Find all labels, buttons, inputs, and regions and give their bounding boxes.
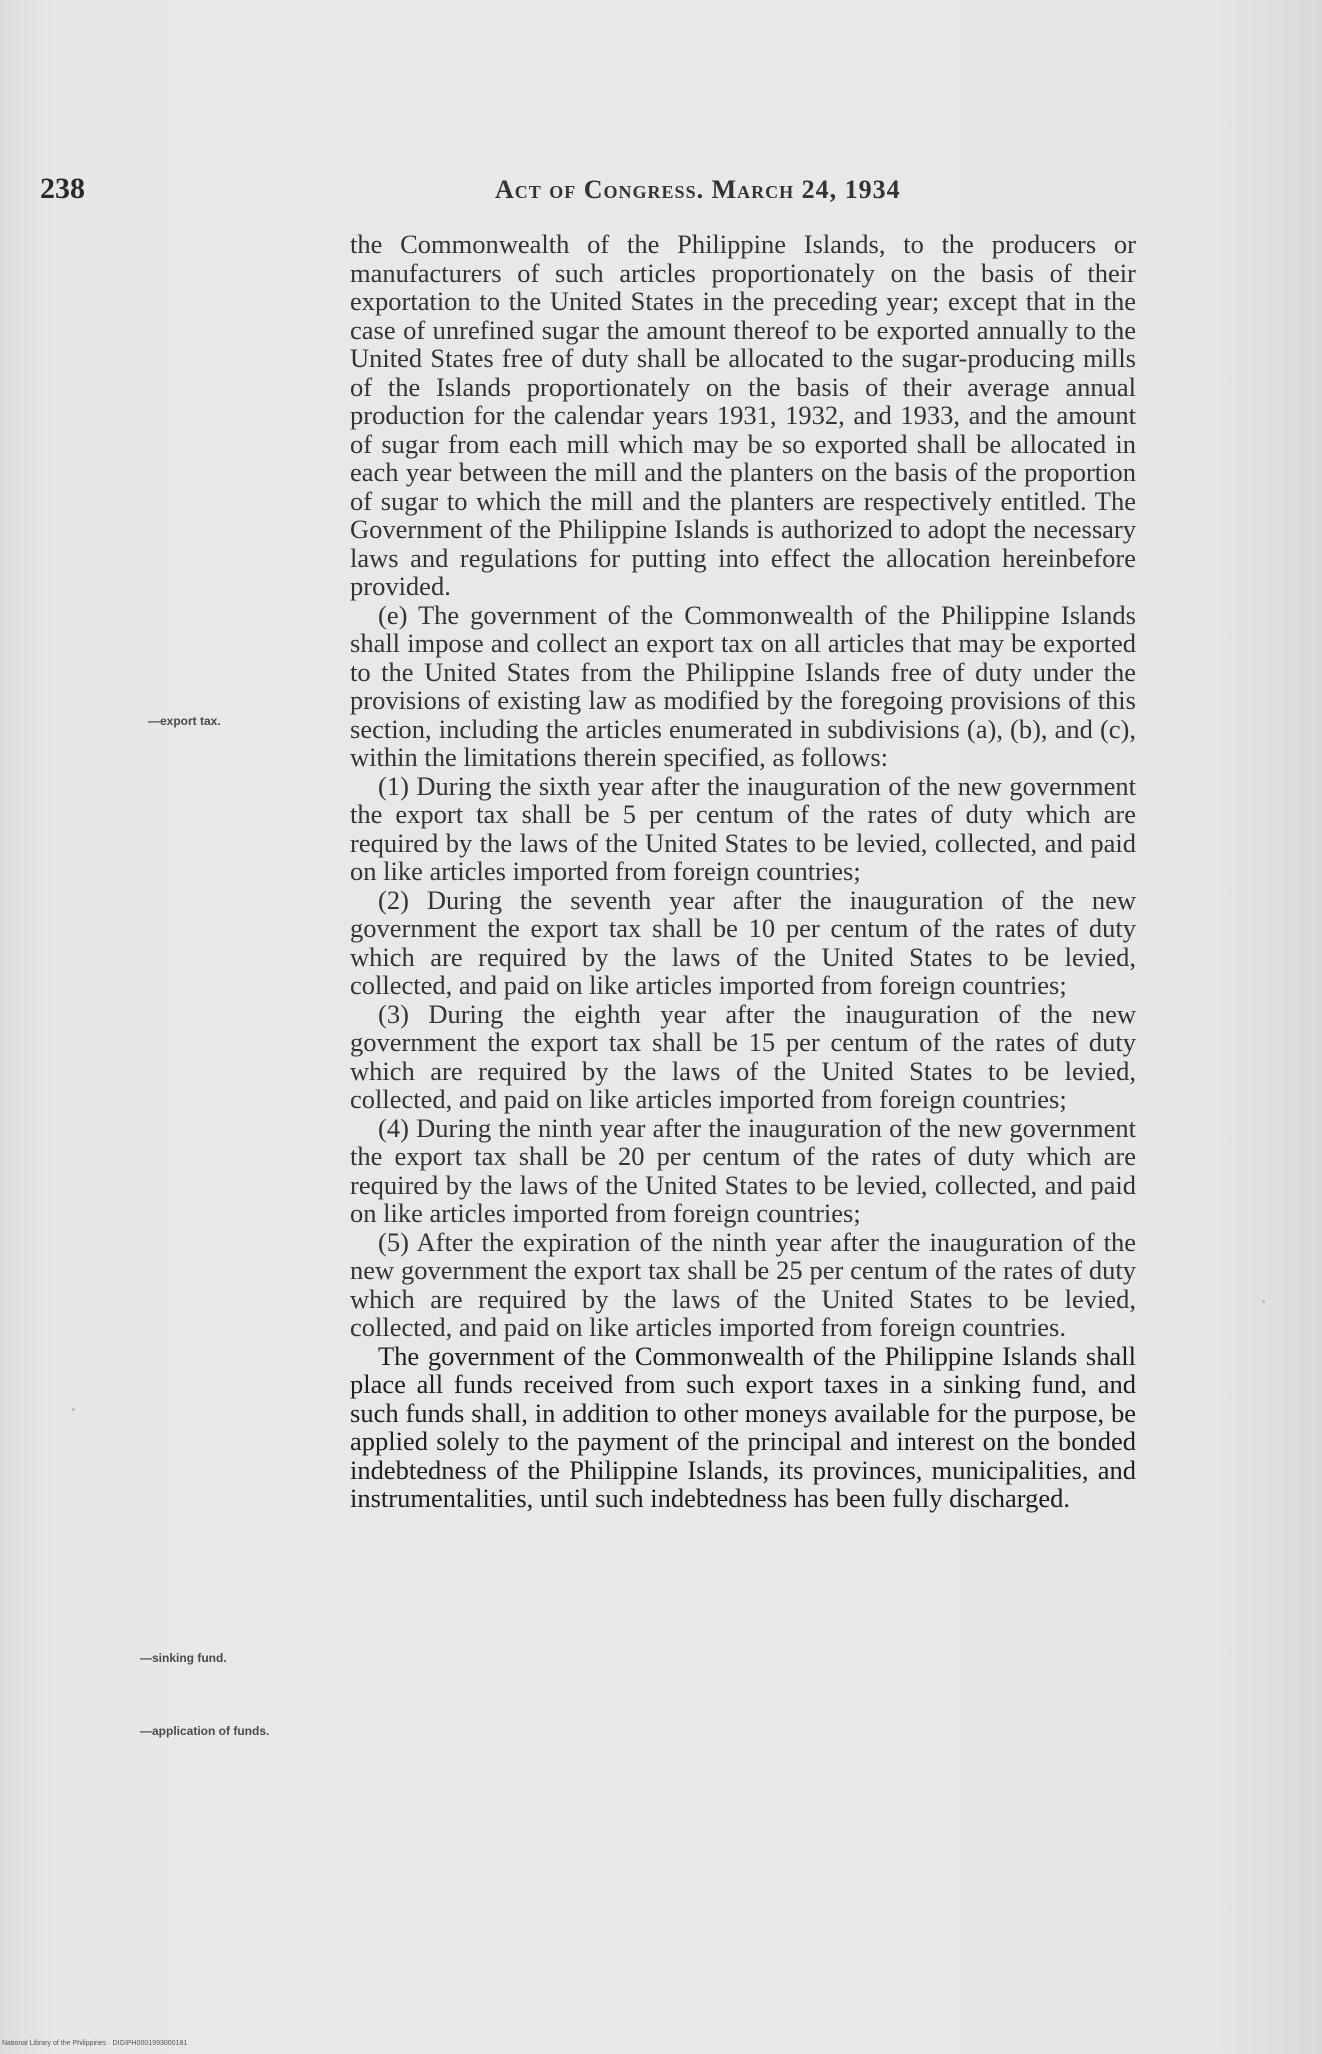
paragraph-item-5: (5) After the expiration of the ninth year after the inauguration of the new government the export tax shall be 25 per centum of the rates of duty which are required by the laws of the United States to be levied, collected, and paid on like articles imported from foreign countries. [350,1226,1136,1342]
page-header [0,172,1322,212]
page-number: 238 [40,172,85,205]
paragraph-sinking-fund: The government of the Commonwealth of the Philippine Islands shall place all funds received from such export taxes in a sinking fund, and such funds shall, in addition to other moneys available for the purpose, be applied solely to the payment of the principal and interest on the bonded indebtedness of the Philippine Islands, its provinces, municipalities, and instrumentalities, until such indebtedness has been fully discharged. [350,1340,1136,1513]
paragraph-export-tax: (e) The government of the Commonwealth of the Philippine Islands shall impose and collect an export tax on all articles that may be exported to the United States from the Philippine Islands free of duty under the provisions of existing law as modified by the foregoing provisions of this section, including the articles enumerated in subdivisions (a), (b), and (c), within the limitations therein specified, as follows: [350,599,1136,772]
paragraph-item-1: (1) During the sixth year after the inauguration of the new government the export tax shall be 5 per centum of the rates of duty which are required by the laws of the United States to be levied, collected, and paid on like articles imported from foreign countries; [350,770,1136,886]
paragraph-item-2: (2) During the seventh year after the inauguration of the new government the export tax shall be 10 per centum of the rates of duty which are required by the laws of the United States to be levied, collected, and paid on like articles imported from foreign countries; [350,884,1136,1000]
margin-note-sinking-fund: —sinking fund. [140,1651,227,1665]
margin-note-export-tax: —export tax. [148,714,221,728]
margin-note-application-of-funds: —application of funds. [140,1724,270,1738]
scan-speck [1262,1300,1265,1303]
paragraph-item-3: (3) During the eighth year after the inauguration of the new government the export tax shall be 15 per centum of the rates of duty which are required by the laws of the United States to be levied, collected, and paid on like articles imported from foreign countries; [350,998,1136,1114]
scan-credit: National Library of the Philippines · DIGIPH0001993000181 [2,2040,188,2047]
paragraph-item-4: (4) During the ninth year after the inauguration of the new government the export tax shall be 20 per centum of the rates of duty which are required by the laws of the United States to be levied, collected, and paid on like articles imported from foreign countries; [350,1112,1136,1228]
paragraph-allocation: the Commonwealth of the Philippine Islands, to the producers or manufacturers of such articles proportionately on the basis of their exportation to the United States in the preceding year; except that in the case of unrefined sugar the amount thereof to be exported annually to the United States free of duty shall be allocated to the sugar-producing mills of the Islands proportionately on the basis of their average annual production for the calendar years 1931, 1932, and 1933, and the amount of sugar from each mill which may be so exported shall be allocated in each year between the mill and the planters on the basis of the proportion of sugar to which the mill and the planters are respectively entitled. The Government of the Philippine Islands is authorized to adopt the necessary laws and regulations for putting into effect the allocation hereinbefore provided. [350,229,1136,601]
running-head: Act of Congress. March 24, 1934 [495,175,901,204]
scan-speck [72,1408,75,1411]
body-text [350,230,1136,1513]
